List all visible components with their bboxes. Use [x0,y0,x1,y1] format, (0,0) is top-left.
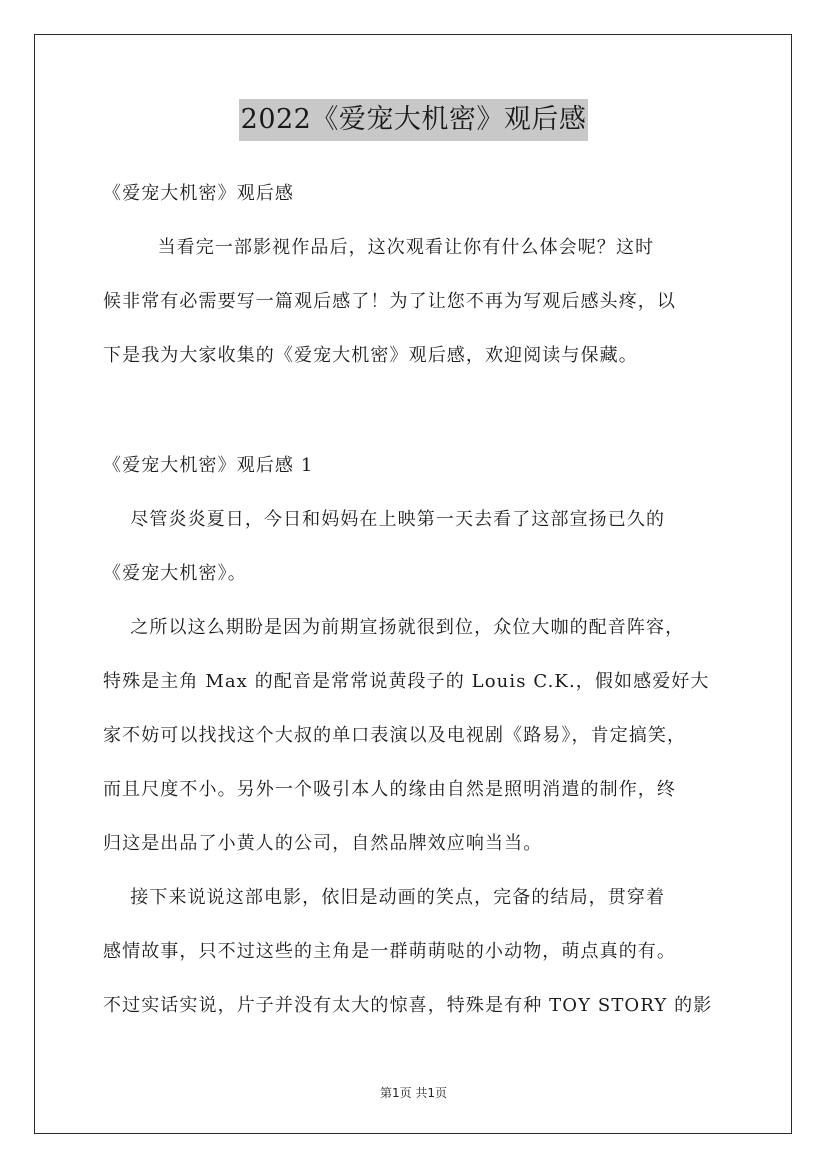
body-line: 接下来说说这部电影，依旧是动画的笑点，完备的结局，贯穿着 [103,887,666,908]
body-line: 之所以这么期盼是因为前期宣扬就很到位，众位大咖的配音阵容， [103,617,685,638]
section-heading: 《爱宠大机密》观后感 1 [103,455,314,476]
document-title: 2022《爱宠大机密》观后感 [239,99,589,141]
body-line: 下是我为大家收集的《爱宠大机密》观后感，欢迎阅读与保藏。 [103,345,638,366]
body-line: 家不妨可以找找这个大叔的单口表演以及电视剧《路易》，肯定搞笑， [103,725,687,746]
title-container [0,99,827,141]
body-line: 归这是出品了小黄人的公司，自然品牌效应响当当。 [103,833,543,854]
page-number: 第1页 共1页 [379,1086,448,1100]
body-line: 《爱宠大机密》。 [103,563,247,584]
subtitle-line: 《爱宠大机密》观后感 [103,183,294,204]
body-line: 当看完一部影视作品后，这次观看让你有什么体会呢？这时 [103,237,655,258]
body-line: 而且尺度不小。另外一个吸引本人的缘由自然是照明消遣的制作，终 [103,779,676,800]
body-line: 特殊是主角 Max 的配音是常常说黄段子的 Louis C.K.，假如感爱好大 [103,671,710,692]
body-line: 不过实话实说，片子并没有太大的惊喜，特殊是有种 TOY STORY 的影 [103,995,713,1016]
body-line: 感情故事，只不过这些的主角是一群萌萌哒的小动物，萌点真的有。 [103,941,676,962]
body-line: 候非常有必需要写一篇观后感了！为了让您不再为写观后感头疼，以 [103,291,676,312]
body-line: 尽管炎炎夏日，今日和妈妈在上映第一天去看了这部宣扬已久的 [103,509,666,530]
